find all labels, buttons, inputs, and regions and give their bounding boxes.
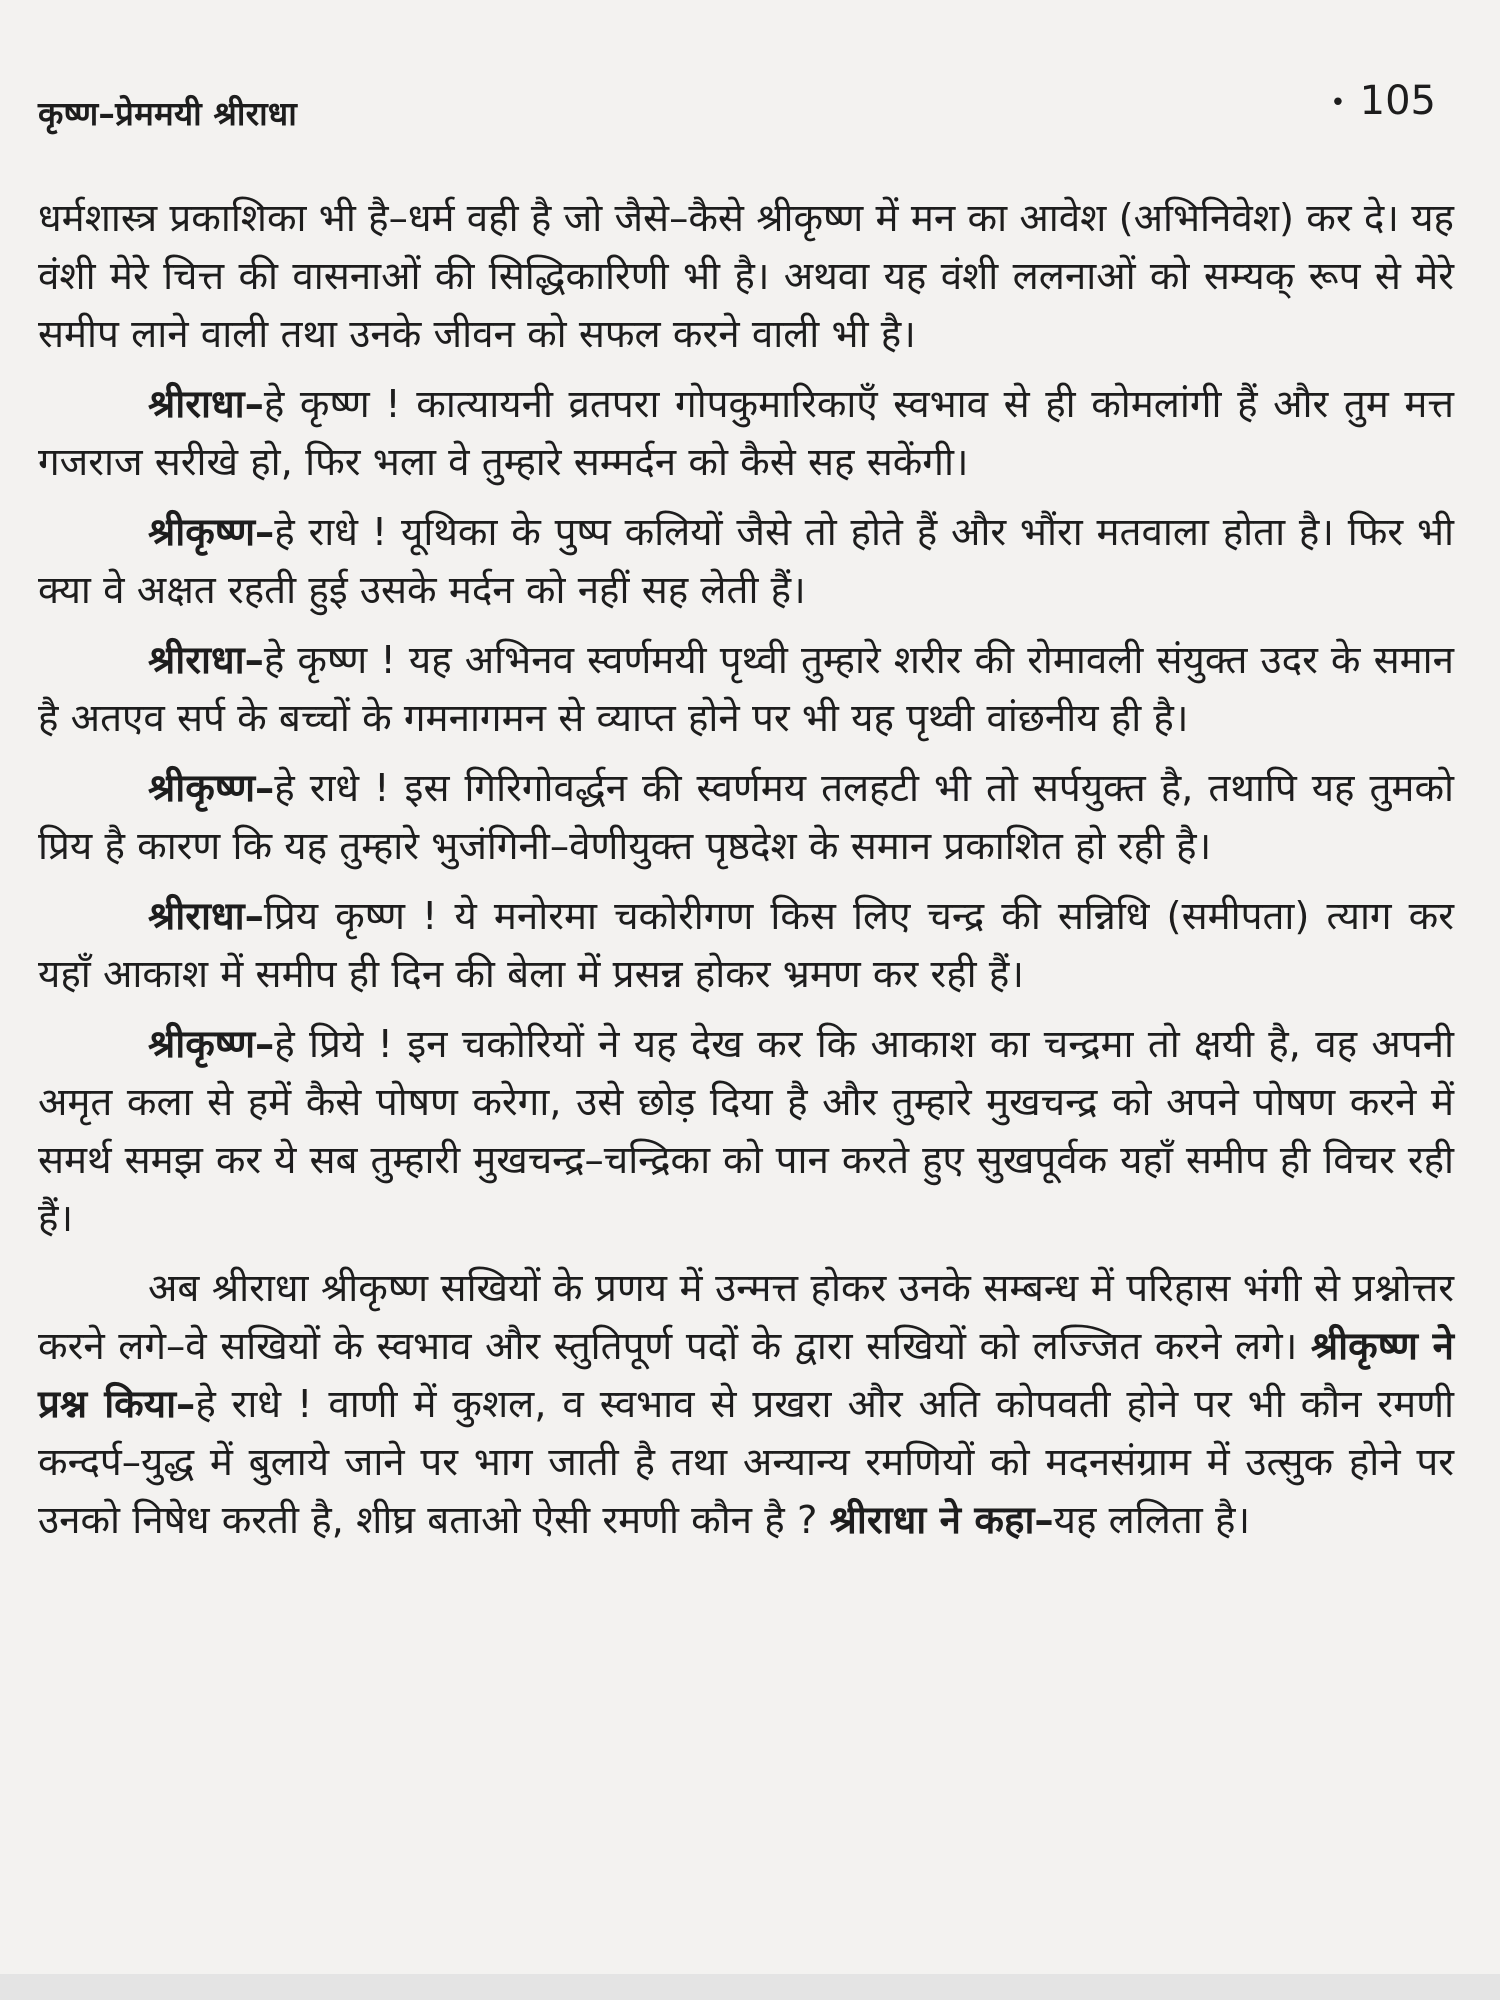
page-number — [1330, 78, 1436, 124]
dialogue-paragraph — [38, 376, 1454, 492]
narrative-text: अब श्रीराधा श्रीकृष्ण सखियों के प्रणय में उन्मत्त होकर उनके सम्बन्ध में परिहास भंगी से प्रश्नोत्तर करने लगे–वे सखियों के स्वभाव और स्तुतिपूर्ण पदों के द्वारा सखियों को लज्जित करने लगे। — [38, 1266, 1454, 1369]
answer-label: श्रीराधा ने कहा– — [829, 1498, 1054, 1543]
dialogue-paragraph — [38, 1016, 1454, 1248]
paragraph — [38, 190, 1454, 364]
dialogue-paragraph — [38, 632, 1454, 748]
speaker-label: श्रीकृष्ण– — [148, 510, 275, 555]
page-number-value: 105 — [1359, 78, 1436, 124]
speaker-label: श्रीराधा– — [148, 382, 264, 427]
dialogue-text: प्रिय कृष्ण ! ये मनोरमा चकोरीगण किस लिए चन्द्र की सन्निधि (समीपता) त्याग कर यहाँ आकाश में समीप ही दिन की बेला में प्रसन्न होकर भ्रमण कर रही हैं। — [38, 894, 1454, 997]
dialogue-paragraph — [38, 888, 1454, 1004]
running-head: कृष्ण–प्रेममयी श्रीराधा — [38, 94, 297, 133]
question-text: हे राधे ! वाणी में कुशल, व स्वभाव से प्रखरा और अति कोपवती होने पर भी कौन रमणी कन्दर्प–युद्ध में बुलाये जाने पर भाग जाती है तथा अन्यान्य रमणियों को मदनसंग्राम में उत्सुक होने पर उनको निषेध करती है, शीघ्र बताओ ऐसी रमणी कौन है ? — [38, 1382, 1454, 1543]
dialogue-text: हे कृष्ण ! यह अभिनव स्वर्णमयी पृथ्वी तुम्हारे शरीर की रोमावली संयुक्त उदर के समान है अतएव सर्प के बच्चों के गमनागमन से व्याप्त होने पर भी यह पृथ्वी वांछनीय ही है। — [38, 638, 1454, 741]
page-body — [38, 190, 1454, 1550]
dialogue-text: हे प्रिये ! इन चकोरियों ने यह देख कर कि आकाश का चन्द्रमा तो क्षयी है, वह अपनी अमृत कला से हमें कैसे पोषण करेगा, उसे छोड़ दिया है और तुम्हारे मुखचन्द्र को अपने पोषण करने में समर्थ समझ कर ये सब तुम्हारी मुखचन्द्र–चन्द्रिका को पान करते हुए सुखपूर्वक यहाँ समीप ही विचर रही हैं। — [38, 1022, 1454, 1241]
dialogue-text: हे राधे ! इस गिरिगोवर्द्धन की स्वर्णमय तलहटी भी तो सर्पयुक्त है, तथापि यह तुमको प्रिय है कारण कि यह तुम्हारे भुजंगिनी–वेणीयुक्त पृष्ठदेश के समान प्रकाशित हो रही है। — [38, 766, 1454, 869]
paragraph-text: धर्मशास्त्र प्रकाशिका भी है–धर्म वही है जो जैसे–कैसे श्रीकृष्ण में मन का आवेश (अभिनिवेश) कर दे। यह वंशी मेरे चित्त की वासनाओं की सिद्धिकारिणी भी है। अथवा यह वंशी ललनाओं को सम्यक् रूप से मेरे समीप लाने वाली तथा उनके जीवन को सफल करने वाली भी है। — [38, 196, 1454, 357]
dialogue-text: हे कृष्ण ! कात्यायनी व्रतपरा गोपकुमारिकाएँ स्वभाव से ही कोमलांगी हैं और तुम मत्त गजराज सरीखे हो, फिर भला वे तुम्हारे सम्मर्दन को कैसे सह सकेंगी। — [38, 382, 1454, 485]
dialogue-text: हे राधे ! यूथिका के पुष्प कलियों जैसे तो होते हैं और भौंरा मतवाला होता है। फिर भी क्या वे अक्षत रहती हुई उसके मर्दन को नहीं सह लेती हैं। — [38, 510, 1454, 613]
dialogue-paragraph — [38, 504, 1454, 620]
dialogue-paragraph — [38, 760, 1454, 876]
speaker-label: श्रीराधा– — [148, 894, 264, 939]
bullet-icon: • — [1330, 88, 1346, 118]
page-header — [38, 70, 1454, 152]
answer-text: यह ललिता है। — [1053, 1498, 1251, 1543]
speaker-label: श्रीकृष्ण– — [148, 766, 275, 811]
speaker-label: श्रीराधा– — [148, 638, 264, 683]
narrative-paragraph — [38, 1260, 1454, 1550]
scan-bottom-edge — [0, 1974, 1500, 2000]
question-label: श्रीकृष्ण ने प्रश्न किया– — [38, 1324, 1455, 1427]
speaker-label: श्रीकृष्ण– — [148, 1022, 275, 1067]
